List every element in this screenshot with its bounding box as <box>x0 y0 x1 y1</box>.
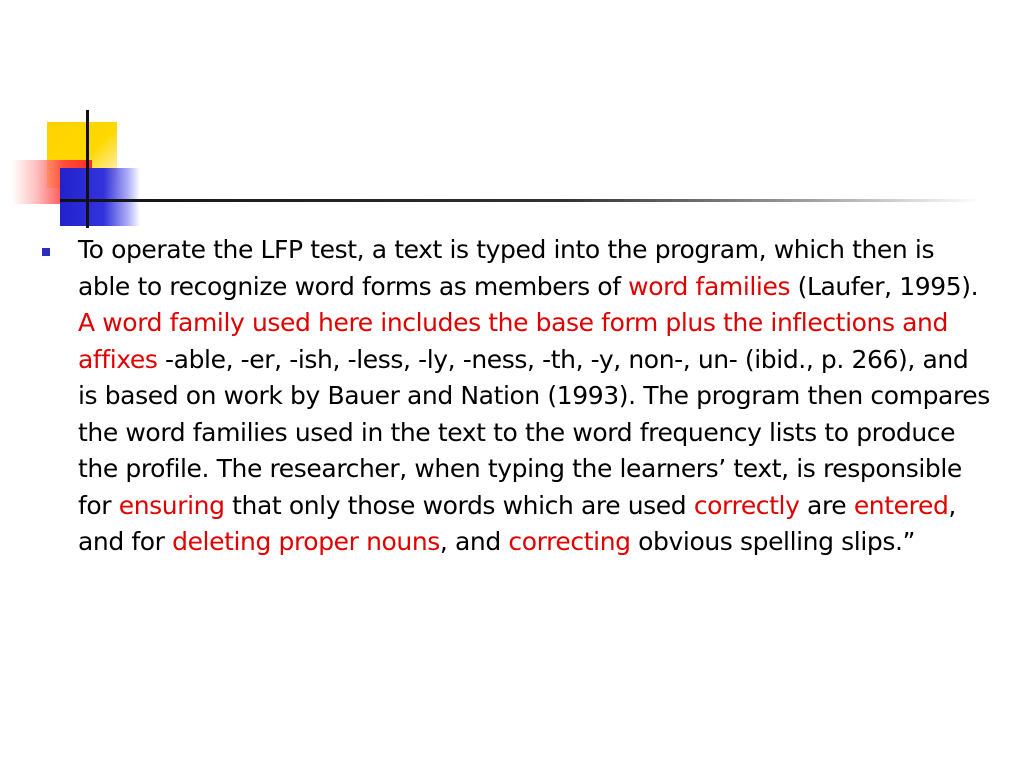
highlighted-phrase: correctly <box>693 490 800 520</box>
square-bullet-icon <box>42 248 50 256</box>
highlighted-phrase: word families <box>628 271 791 301</box>
text-segment: -able, -er, -ish, -less, -ly, -ness, -th, -y, non-, un- (ibid., p. 266), and is based on work by Bauer and Nation (1993). The program then compares the word families used in the text to the word frequency lists to produce the profile. The researcher, when typing the learners’ text, is responsible for <box>78 344 990 520</box>
bullet-paragraph <box>78 232 990 561</box>
text-segment: To operate the LFP test, a text is typed into the program, which then is able to recognize word forms as members of <box>78 235 935 301</box>
text-segment: , and <box>439 527 509 556</box>
blue-square-decoration <box>60 168 140 226</box>
highlighted-phrase: ensuring <box>118 490 225 520</box>
highlighted-phrase: correcting <box>508 527 631 556</box>
vertical-line-decoration <box>86 110 89 228</box>
title-divider-line <box>60 199 980 202</box>
bullet-item <box>40 232 990 561</box>
highlighted-phrase: entered <box>853 490 949 520</box>
highlighted-phrase: deleting proper nouns <box>172 527 440 556</box>
text-segment: are <box>799 490 854 520</box>
text-segment: that only those words which are used <box>224 490 694 520</box>
text-segment: (Laufer, 1995). <box>790 271 979 301</box>
highlighted-phrase: A word family used here includes the base form plus the inflections and affixes <box>78 308 948 374</box>
text-segment: obvious spelling slips.” <box>630 527 916 556</box>
text-segment: , and for <box>78 490 956 556</box>
slide-body <box>40 232 990 561</box>
